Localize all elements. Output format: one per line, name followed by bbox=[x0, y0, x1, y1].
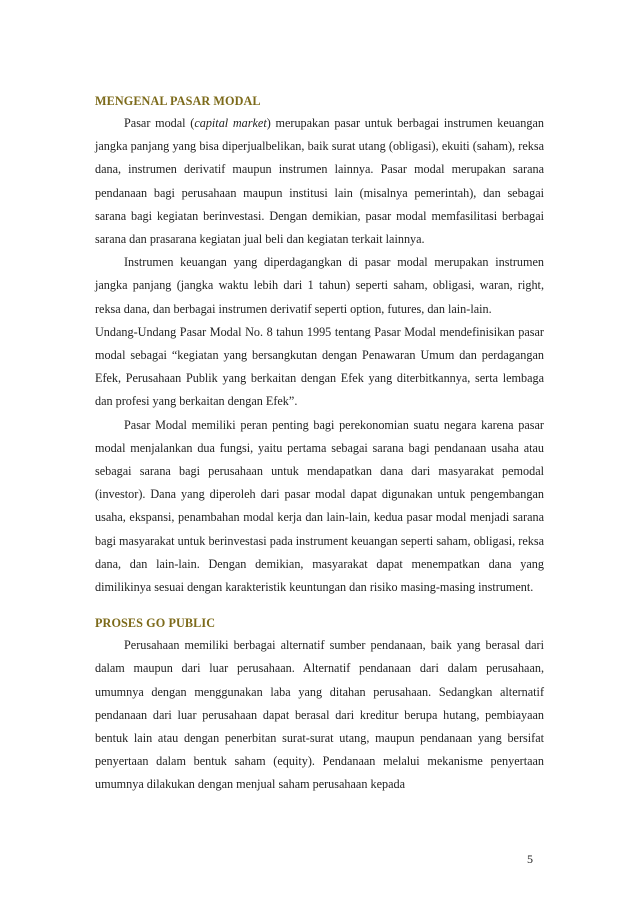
paragraph-law: Undang-Undang Pasar Modal No. 8 tahun 1995 tentang Pasar Modal mendefinisikan pasar modal sebagai “kegiatan yang bersangkutan dengan Penawaran Umum dan perdagangan Efek, Perusahaan Publik yang berkaitan dengan Efek yang diterbitkannya, serta lembaga dan profesi yang berkaitan dengan Efek”. bbox=[95, 324, 544, 409]
page-content bbox=[95, 93, 544, 797]
paragraph-definition-start: Pasar modal ( bbox=[124, 116, 195, 130]
section-heading-pasar-modal: MENGENAL PASAR MODAL bbox=[95, 94, 261, 108]
term-capital-market: capital market bbox=[194, 116, 267, 130]
paragraph-role: Pasar Modal memiliki peran penting bagi perekonomian suatu negara karena pasar modal menjalankan dua fungsi, yaitu pertama sebagai sarana bagi pendanaan usaha atau sebagai sarana bagi perusahaan untuk mendapatkan dana dari masyarakat pemodal (investor). Dana yang diperoleh dari pasar modal dapat digunakan untuk pengembangan usaha, ekspansi, penambahan modal kerja dan lain-lain, kedua pasar modal menjadi sarana bagi masyarakat untuk berinvestasi pada instrument keuangan seperti saham, obligasi, reksa dana, dan lain-lain. Dengan demikian, masyarakat dapat menempatkan dana yang dimilikinya sesuai dengan karakteristik keuntungan dan risiko masing-masing instrument. bbox=[95, 417, 544, 595]
page-number: 5 bbox=[527, 852, 533, 866]
paragraph-funding: Perusahaan memiliki berbagai alternatif sumber pendanaan, baik yang berasal dari dalam maupun dari luar perusahaan. Alternatif pendanaan dari dalam perusahaan, umumnya dengan menggunakan laba yang ditahan perusahaan. Sedangkan alternatif pendanaan dari luar perusahaan dapat berasal dari kreditur berupa hutang, pembiayaan bentuk lain atau dengan penerbitan surat-surat utang, maupun pendanaan yang bersifat penyertaan dalam bentuk saham (equity). Pendanaan melalui mekanisme penyertaan umumnya dilakukan dengan menjual saham perusahaan kepada bbox=[95, 638, 544, 792]
paragraph-definition-rest: ) merupakan pasar untuk berbagai instrumen keuangan jangka panjang yang bisa diperjualbelikan, baik surat utang (obligasi), ekuiti (saham), reksa dana, instrumen derivatif maupun instrumen lainnya. Pasar modal merupakan sarana pendanaan bagi perusahaan maupun institusi lain (misalnya pemerintah), dan sebagai sarana bagi kegiatan berinvestasi. Dengan demikian, pasar modal memfasilitasi berbagai sarana dan prasarana kegiatan jual beli dan kegiatan terkait lainnya. bbox=[95, 116, 545, 247]
section-heading-go-public: PROSES GO PUBLIC bbox=[95, 616, 216, 631]
paragraph-definition bbox=[95, 112, 544, 251]
paragraph-instruments: Instrumen keuangan yang diperdagangkan di pasar modal merupakan instrumen jangka panjang (jangka waktu lebih dari 1 tahun) seperti saham, obligasi, waran, right, reksa dana, dan berbagai instrumen derivatif seperti option, futures, dan lain-lain. bbox=[95, 255, 544, 316]
